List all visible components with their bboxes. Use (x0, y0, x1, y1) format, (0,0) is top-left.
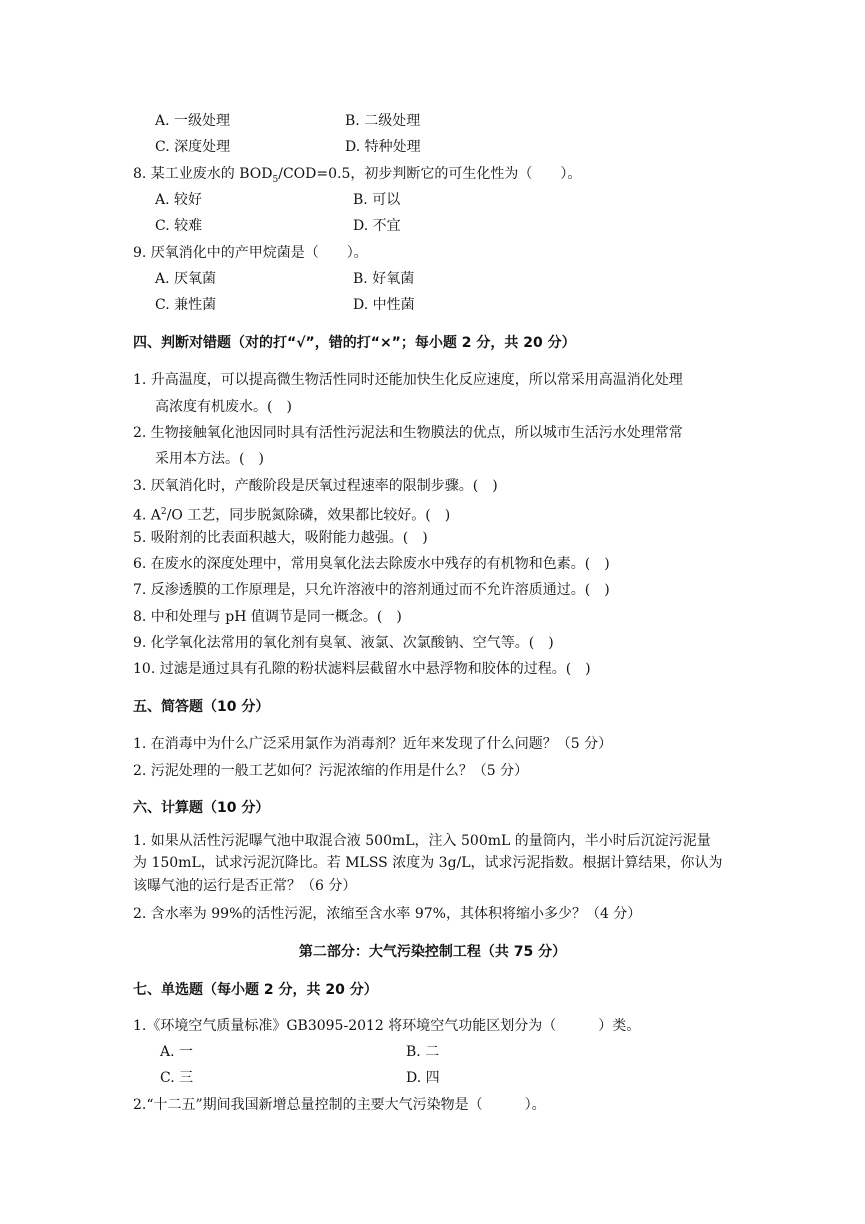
s6-q1-line2: 为 150mL，试求污泥沉降比。若 MLSS 浓度为 3g/L，试求污泥指数。根据计算结果，你认为 (133, 855, 723, 871)
s4-q5: 5. 吸附剂的比表面积越大，吸附能力越强。( ) (133, 530, 428, 546)
s7-q1-option-d: D. 四 (406, 1070, 440, 1086)
s7-q1-option-a: A. 一 (160, 1044, 194, 1060)
s4-q3: 3. 厌氧消化时，产酸阶段是厌氧过程速率的限制步骤。( ) (133, 478, 498, 494)
s4-q2-line1: 2. 生物接触氧化池因同时具有活性污泥法和生物膜法的优点，所以城市生活污水处理常常 (133, 425, 683, 441)
part-2-title: 第二部分：大气污染控制工程（共 75 分） (298, 944, 567, 960)
s4-q4-sup: 2 (160, 507, 167, 517)
question-8-option-b: B. 可以 (353, 192, 401, 208)
s4-q6: 6. 在废水的深度处理中，常用臭氧化法去除废水中残存的有机物和色素。( ) (133, 556, 610, 572)
question-9-option-d: D. 中性菌 (353, 297, 415, 313)
question-9-stem: 9. 厌氧消化中的产甲烷菌是（ ）。 (133, 245, 368, 261)
question-8-prefix: 8. 某工业废水的 BOD (133, 166, 273, 182)
question-9-option-a: A. 厌氧菌 (155, 271, 217, 287)
s6-q1-line1: 1. 如果从活性污泥曝气池中取混合液 500mL，注入 500mL 的量筒内，半小时后沉淀污泥量 (133, 833, 711, 849)
s4-q1-line2: 高浓度有机废水。( ) (155, 399, 292, 415)
question-8-option-c: C. 较难 (155, 218, 203, 234)
option-b: B. 二级处理 (345, 113, 421, 129)
question-8-option-d: D. 不宜 (353, 218, 401, 234)
s4-q10: 10. 过滤是通过具有孔隙的粉状滤料层截留水中悬浮物和胶体的过程。( ) (133, 661, 591, 677)
section-4-title: 四、判断对错题（对的打“√”，错的打“×”；每小题 2 分，共 20 分） (133, 335, 576, 351)
section-6-title: 六、计算题（10 分） (133, 800, 270, 816)
section-7-title: 七、单选题（每小题 2 分，共 20 分） (133, 982, 378, 998)
s5-q1: 1. 在消毒中为什么广泛采用氯作为消毒剂？近年来发现了什么问题？（5 分） (133, 736, 613, 752)
section-5-title: 五、简答题（10 分） (133, 699, 270, 715)
question-9-option-c: C. 兼性菌 (155, 297, 217, 313)
s4-q7: 7. 反渗透膜的工作原理是，只允许溶液中的溶剂通过而不允许溶质通过。( ) (133, 582, 610, 598)
s4-q4 (133, 502, 450, 526)
s7-q1-option-c: C. 三 (160, 1070, 194, 1086)
s4-q4-prefix: 4. A (133, 507, 161, 524)
s7-q1-option-b: B. 二 (406, 1044, 440, 1060)
s6-q2: 2. 含水率为 99%的活性污泥，浓缩至含水率 97%，其体积将缩小多少？（4 分） (133, 906, 642, 922)
s7-q2: 2.“十二五”期间我国新增总量控制的主要大气污染物是（ ）。 (133, 1097, 546, 1113)
option-c: C. 深度处理 (155, 139, 231, 155)
s6-q1-line3: 该曝气池的运行是否正常？（6 分） (133, 878, 357, 894)
option-d: D. 特种处理 (345, 139, 421, 155)
s4-q8: 8. 中和处理与 pH 值调节是同一概念。( ) (133, 609, 402, 625)
question-8-sub: 5 (272, 174, 279, 185)
question-8-suffix: /COD=0.5，初步判断它的可生化性为（ ）。 (278, 166, 582, 182)
s5-q2: 2. 污泥处理的一般工艺如何？污泥浓缩的作用是什么？（5 分） (133, 763, 529, 779)
s7-q1: 1.《环境空气质量标准》GB3095-2012 将环境空气功能区划分为（ ）类。 (133, 1018, 641, 1034)
s4-q9: 9. 化学氧化法常用的氧化剂有臭氧、液氯、次氯酸钠、空气等。( ) (133, 635, 554, 651)
s4-q4-suffix: /O 工艺，同步脱氮除磷，效果都比较好。( ) (166, 507, 451, 524)
question-8-stem (133, 164, 581, 190)
s4-q2-line2: 采用本方法。( ) (155, 451, 264, 467)
s4-q1-line1: 1. 升高温度，可以提高微生物活性同时还能加快生化反应速度，所以常采用高温消化处理 (133, 372, 683, 388)
option-a: A. 一级处理 (155, 113, 231, 129)
question-9-option-b: B. 好氧菌 (353, 271, 415, 287)
question-8-option-a: A. 较好 (155, 192, 203, 208)
